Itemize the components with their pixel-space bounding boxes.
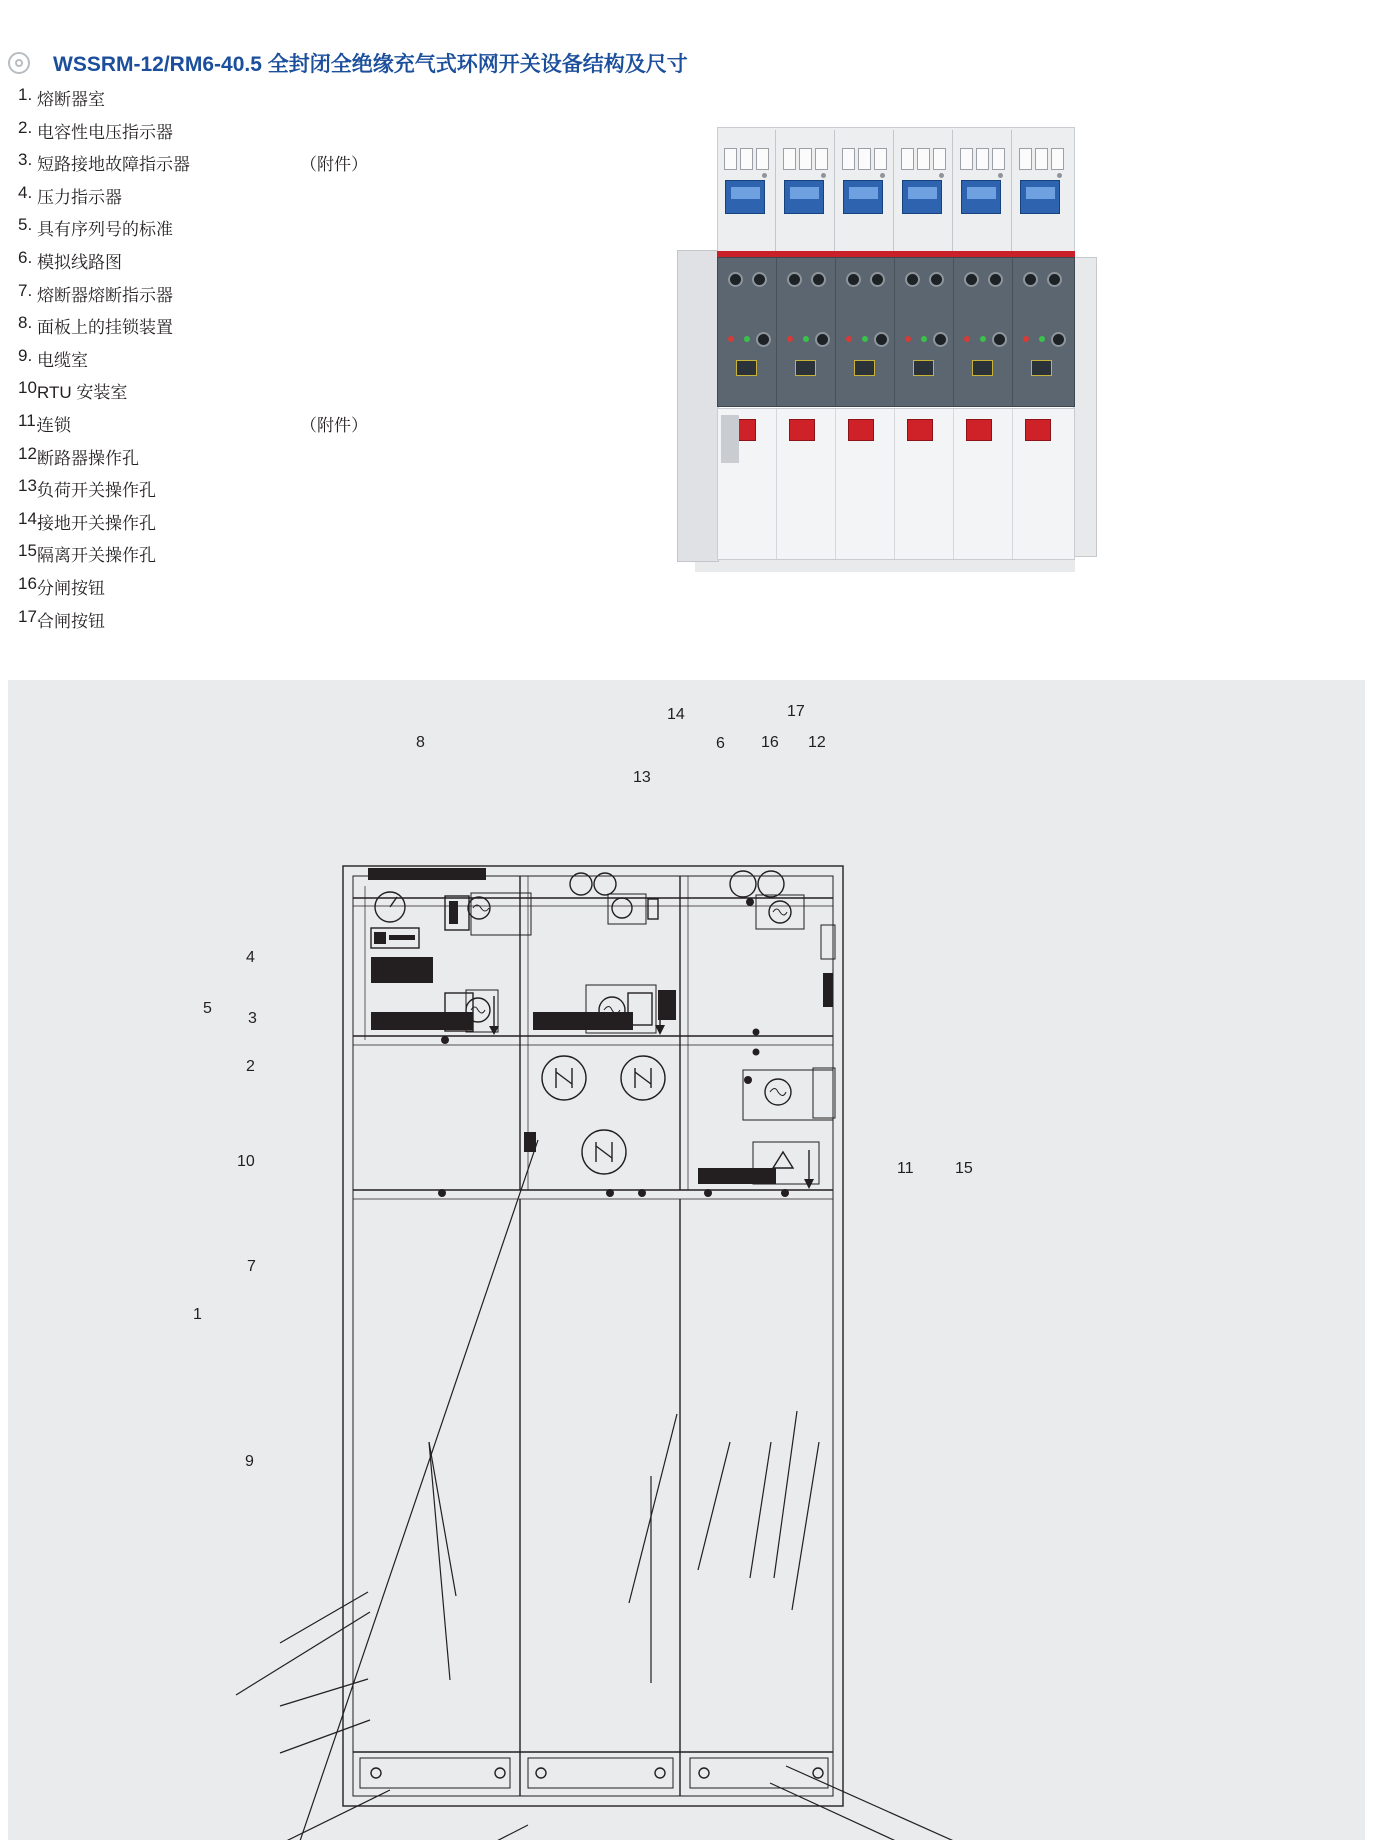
mimic-cell: [777, 258, 836, 406]
led-red-icon: [964, 336, 970, 342]
list-item-number: 11.: [18, 410, 41, 430]
meter-group: [960, 148, 1006, 170]
callout-10: 10: [237, 1153, 255, 1170]
cabinet-right-side: [1073, 257, 1097, 557]
callout-14: 14: [667, 706, 685, 723]
meter-group: [1019, 148, 1065, 170]
list-item-note: （附件）: [300, 155, 368, 175]
label-plate: [795, 360, 816, 376]
list-item-label: 连锁: [37, 415, 71, 435]
operating-knob-icon: [933, 332, 948, 347]
mimic-cell: [954, 258, 1013, 406]
operating-knob-icon: [846, 272, 861, 287]
list-item: [18, 375, 638, 408]
operating-knob-icon: [964, 272, 979, 287]
list-item-number: 10.: [18, 378, 42, 398]
led-red-icon: [1023, 336, 1029, 342]
cabinet-door: [954, 409, 1013, 559]
led-green-icon: [803, 336, 809, 342]
meter-icon: [917, 148, 930, 170]
operating-knob-icon: [874, 332, 889, 347]
list-item-number: 5.: [18, 215, 33, 235]
operating-knob-icon: [905, 272, 920, 287]
indicator-dot: [762, 173, 767, 178]
meter-icon: [992, 148, 1005, 170]
indicator-dot: [939, 173, 944, 178]
list-item: [18, 310, 638, 343]
callout-17: 17: [787, 703, 805, 720]
callout-8: 8: [416, 734, 425, 751]
callout-13: 13: [633, 769, 651, 786]
meter-group: [842, 148, 888, 170]
operating-knob-icon: [1023, 272, 1038, 287]
relay-cell: [777, 130, 835, 254]
warning-label: [966, 419, 992, 441]
list-item: [18, 82, 638, 115]
list-item: [18, 278, 638, 311]
meter-icon: [756, 148, 769, 170]
list-item-label: 熔断器室: [37, 90, 105, 109]
mimic-cell: [1013, 258, 1072, 406]
meter-icon: [1051, 148, 1064, 170]
callout-6: 6: [716, 735, 725, 752]
meter-icon: [815, 148, 828, 170]
led-green-icon: [921, 336, 927, 342]
relay-cell: [718, 130, 776, 254]
label-plate: [854, 360, 875, 376]
list-item-label: 断路器操作孔: [37, 448, 139, 468]
label-plate: [1031, 360, 1052, 376]
ring-main-unit-photo: [655, 120, 1115, 585]
callout-11: 11: [897, 1160, 914, 1177]
label-plate: [913, 360, 934, 376]
meter-icon: [799, 148, 812, 170]
cabinet-door: [1013, 409, 1072, 559]
relay-display: [784, 180, 824, 214]
list-item-number: 4.: [18, 182, 33, 202]
operating-knob-icon: [988, 272, 1003, 287]
list-item-label: RTU 安装室: [37, 383, 128, 403]
led-green-icon: [980, 336, 986, 342]
relay-display: [725, 180, 765, 214]
list-item-label: 面板上的挂锁装置: [37, 318, 173, 338]
list-item-number: 3.: [18, 150, 33, 170]
list-item-label: 具有序列号的标准: [37, 220, 173, 240]
list-item-number: 17.: [18, 606, 42, 626]
cable-compartment-row: [717, 408, 1075, 560]
list-item-label: 熔断器熔断指示器: [37, 285, 173, 305]
indicator-dot: [821, 173, 826, 178]
list-item: [18, 441, 638, 474]
list-item-number: 13.: [18, 476, 42, 496]
callout-5: 5: [203, 1000, 212, 1017]
list-item-number: 6.: [18, 247, 33, 267]
list-item-number: 9.: [18, 345, 33, 365]
led-red-icon: [846, 336, 852, 342]
list-item: [18, 571, 638, 604]
section-drawing-svg: [8, 680, 1365, 1840]
meter-icon: [933, 148, 946, 170]
list-item-label: 电缆室: [37, 350, 88, 370]
cabinet-door: [777, 409, 836, 559]
relay-panel-row: [717, 127, 1075, 255]
list-item-number: 14.: [18, 508, 42, 528]
list-item-number: 12.: [18, 443, 42, 463]
operating-knob-icon: [992, 332, 1007, 347]
meter-icon: [783, 148, 796, 170]
list-item: [18, 473, 638, 506]
warning-label: [907, 419, 933, 441]
callout-7: 7: [247, 1258, 256, 1275]
list-item-number: 15.: [18, 541, 42, 561]
meter-group: [783, 148, 829, 170]
page-title: WSSRM-12/RM6-40.5 全封闭全绝缘充气式环网开关设备结构及尺寸: [53, 53, 688, 76]
list-item: [18, 115, 638, 148]
mimic-cell: [718, 258, 777, 406]
meter-group: [724, 148, 770, 170]
list-item-label: 模拟线路图: [37, 252, 122, 272]
list-item-number: 2.: [18, 117, 33, 137]
list-item: [18, 408, 638, 441]
list-item-label: 合闸按钮: [37, 611, 105, 631]
warning-label: [789, 419, 815, 441]
list-item: [18, 147, 638, 180]
mimic-panel-row: [717, 257, 1075, 407]
list-item: [18, 180, 638, 213]
list-item: [18, 245, 638, 278]
meter-icon: [960, 148, 973, 170]
legend-list: [18, 82, 638, 636]
meter-icon: [842, 148, 855, 170]
led-green-icon: [744, 336, 750, 342]
mimic-cell: [836, 258, 895, 406]
relay-display: [843, 180, 883, 214]
callout-1: 1: [193, 1306, 202, 1323]
cabinet-section-drawing: [8, 680, 1365, 1840]
list-item: [18, 538, 638, 571]
callout-9: 9: [245, 1453, 254, 1470]
page-header: [0, 22, 1373, 76]
led-red-icon: [905, 336, 911, 342]
relay-display: [902, 180, 942, 214]
operating-knob-icon: [929, 272, 944, 287]
mimic-cell: [895, 258, 954, 406]
warning-label: [848, 419, 874, 441]
double-circle-icon: [8, 52, 30, 74]
callout-4: 4: [246, 949, 255, 966]
list-item-label: 隔离开关操作孔: [37, 546, 156, 566]
operating-knob-icon: [815, 332, 830, 347]
indicator-dot: [880, 173, 885, 178]
list-item-label: 负荷开关操作孔: [37, 481, 156, 501]
indicator-dot: [1057, 173, 1062, 178]
indicator-dot: [998, 173, 1003, 178]
callout-16: 16: [761, 734, 779, 751]
operating-knob-icon: [811, 272, 826, 287]
relay-display: [961, 180, 1001, 214]
meter-icon: [724, 148, 737, 170]
relay-cell: [1013, 130, 1071, 254]
operating-knob-icon: [870, 272, 885, 287]
relay-display: [1020, 180, 1060, 214]
list-item-label: 接地开关操作孔: [37, 513, 156, 533]
list-item-label: 电容性电压指示器: [37, 122, 173, 142]
operating-knob-icon: [752, 272, 767, 287]
meter-icon: [1035, 148, 1048, 170]
list-item-label: 分闸按钮: [37, 578, 105, 598]
callout-2: 2: [246, 1058, 255, 1075]
list-item-note: （附件）: [300, 415, 368, 435]
meter-icon: [976, 148, 989, 170]
photo-shadow: [695, 560, 1075, 572]
cabinet-door: [836, 409, 895, 559]
list-item: [18, 604, 638, 637]
relay-cell: [895, 130, 953, 254]
relay-cell: [954, 130, 1012, 254]
operating-knob-icon: [1047, 272, 1062, 287]
cabinet-left-side: [677, 250, 719, 562]
list-item-number: 1.: [18, 85, 33, 104]
callout-15: 15: [955, 1160, 973, 1177]
list-item: [18, 506, 638, 539]
meter-icon: [874, 148, 887, 170]
led-red-icon: [728, 336, 734, 342]
operating-knob-icon: [756, 332, 771, 347]
list-item: [18, 212, 638, 245]
operating-knob-icon: [728, 272, 743, 287]
list-item: [18, 343, 638, 376]
list-item-label: 压力指示器: [37, 187, 122, 207]
meter-icon: [740, 148, 753, 170]
label-plate: [972, 360, 993, 376]
list-item-number: 16.: [18, 573, 42, 593]
meter-icon: [858, 148, 871, 170]
list-item-label: 短路接地故障指示器: [37, 155, 190, 175]
meter-group: [901, 148, 947, 170]
led-green-icon: [1039, 336, 1045, 342]
side-vent: [721, 415, 739, 463]
led-red-icon: [787, 336, 793, 342]
meter-icon: [901, 148, 914, 170]
meter-icon: [1019, 148, 1032, 170]
list-item-number: 8.: [18, 313, 33, 333]
callout-12: 12: [808, 734, 826, 751]
led-green-icon: [862, 336, 868, 342]
relay-cell: [836, 130, 894, 254]
label-plate: [736, 360, 757, 376]
cabinet-door: [895, 409, 954, 559]
list-item-number: 7.: [18, 280, 33, 300]
callout-3: 3: [248, 1010, 257, 1027]
operating-knob-icon: [1051, 332, 1066, 347]
warning-label: [1025, 419, 1051, 441]
operating-knob-icon: [787, 272, 802, 287]
